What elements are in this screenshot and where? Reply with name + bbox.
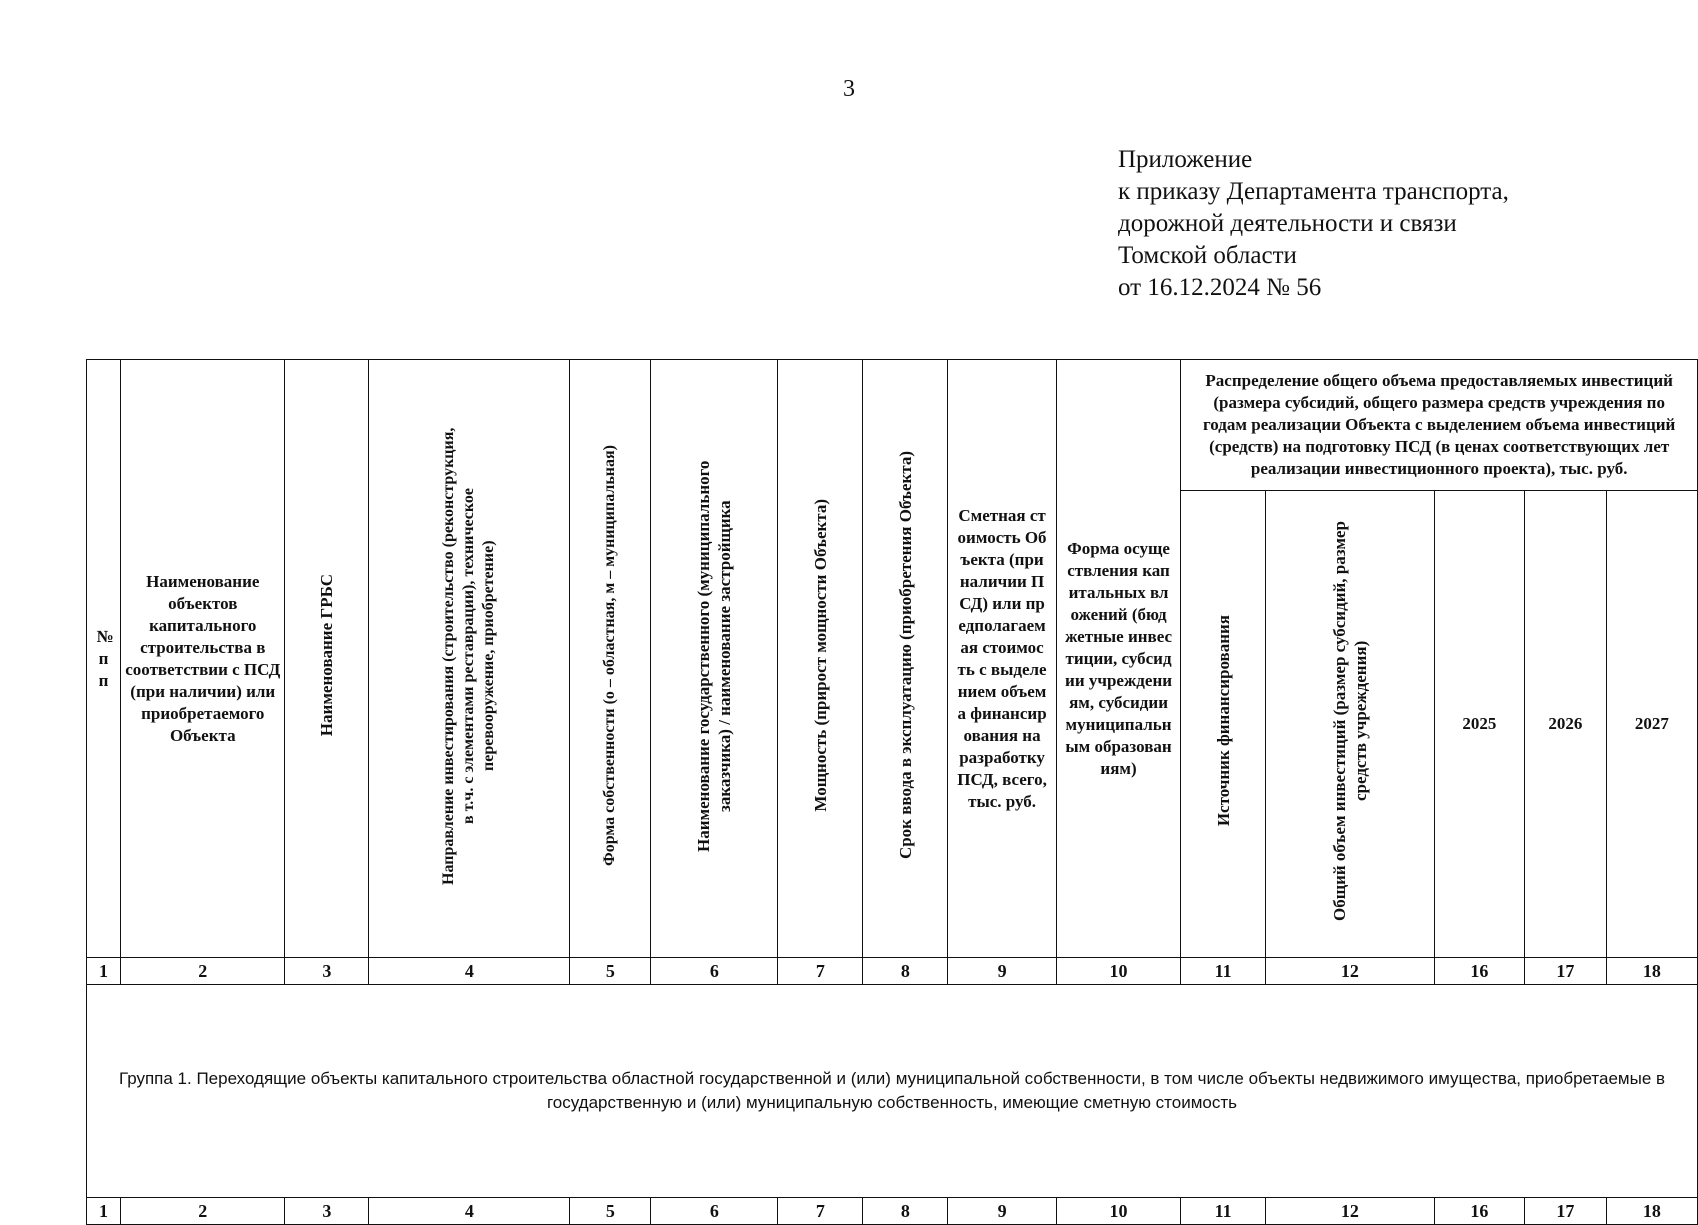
header-commissioning-date: Срок ввода в эксплуатацию (приобретения Объекта) [863, 360, 948, 958]
header-estimated-cost: Сметная стоимость Объекта (при наличии ПСД) или предполагаемая стоимость с выделением объема финансирования на разработку ПСД, всего, тыс. руб. [948, 360, 1056, 958]
column-number: 12 [1265, 1198, 1434, 1225]
investment-table [86, 359, 1698, 1225]
column-number: 12 [1265, 958, 1434, 985]
appendix-line: дорожной деятельности и связи [1118, 210, 1457, 237]
page-number: 3 [843, 76, 855, 102]
header-funding-source: Источник финансирования [1181, 491, 1266, 958]
column-number: 2 [121, 1198, 285, 1225]
header-year-2027: 2027 [1606, 491, 1697, 958]
column-number: 7 [778, 1198, 863, 1225]
column-number: 5 [570, 958, 651, 985]
header-ownership-form: Форма собственности (о – областная, м – муниципальная) [570, 360, 651, 958]
appendix-line: от 16.12.2024 № 56 [1118, 274, 1322, 301]
header-row-top [87, 360, 1698, 491]
appendix-line: Приложение [1118, 146, 1253, 173]
column-number: 17 [1524, 958, 1606, 985]
column-number: 10 [1056, 958, 1181, 985]
header-total-investment: Общий объем инвестиций (размер субсидий, размер средств учреждения) [1265, 491, 1434, 958]
column-number: 11 [1181, 958, 1266, 985]
column-number: 16 [1434, 958, 1524, 985]
column-number: 1 [87, 958, 121, 985]
column-number: 18 [1606, 1198, 1697, 1225]
header-grbs: Наименование ГРБС [285, 360, 369, 958]
column-number: 4 [369, 1198, 570, 1225]
column-number: 18 [1606, 958, 1697, 985]
column-number: 6 [651, 958, 778, 985]
column-number: 9 [948, 1198, 1056, 1225]
header-object-name: Наименование объектов капитального строительства в соответствии с ПСД (при наличии) или приобретаемого Объекта [121, 360, 285, 958]
header-capacity: Мощность (прирост мощности Объекта) [778, 360, 863, 958]
column-number: 17 [1524, 1198, 1606, 1225]
header-year-2026: 2026 [1524, 491, 1606, 958]
group-title-cell [87, 985, 1698, 1198]
column-number-row [87, 958, 1698, 985]
column-number: 10 [1056, 1198, 1181, 1225]
column-number: 5 [570, 1198, 651, 1225]
header-investment-direction: Направление инвестирования (строительство (реконструкция, в т.ч. с элементами реставрации), техническое перевооружение, приобретение) [369, 360, 570, 958]
header-number: № п п [87, 360, 121, 958]
header-distribution: Распределение общего объема предоставляемых инвестиций (размера субсидий, общего размера средств учреждения по годам реализации Объекта с выделением объема инвестиций (средств) на подготовку ПСД (в ценах соответствующих лет реализации инвестиционного проекта), тыс. руб. [1181, 360, 1698, 491]
column-number: 3 [285, 1198, 369, 1225]
column-number: 1 [87, 1198, 121, 1225]
appendix-line: к приказу Департамента транспорта, [1118, 178, 1509, 205]
column-number: 16 [1434, 1198, 1524, 1225]
header-customer-name: Наименование государственного (муниципального заказчика) / наименование застройщика [651, 360, 778, 958]
column-number: 2 [121, 958, 285, 985]
column-number: 3 [285, 958, 369, 985]
appendix-block [1118, 144, 1509, 304]
group-row [87, 985, 1698, 1198]
column-number: 9 [948, 958, 1056, 985]
column-number: 6 [651, 1198, 778, 1225]
column-number: 8 [863, 958, 948, 985]
column-number-row-repeat [87, 1198, 1698, 1225]
column-number: 7 [778, 958, 863, 985]
column-number: 4 [369, 958, 570, 985]
header-year-2025: 2025 [1434, 491, 1524, 958]
header-investment-form: Форма осуществления капитальных вложений (бюджетные инвестиции, субсидии учреждениям, субсидии муниципальным образованиям) [1056, 360, 1181, 958]
appendix-line: Томской области [1118, 242, 1297, 269]
column-number: 8 [863, 1198, 948, 1225]
column-number: 11 [1181, 1198, 1266, 1225]
group-title: Группа 1. Переходящие объекты капитального строительства областной государственной и (или) муниципальной собственности, в том числе объекты недвижимого имущества, приобретаемые в государственную и (или) муниципальную собственность, имеющие сметную стоимость [118, 1069, 1666, 1112]
